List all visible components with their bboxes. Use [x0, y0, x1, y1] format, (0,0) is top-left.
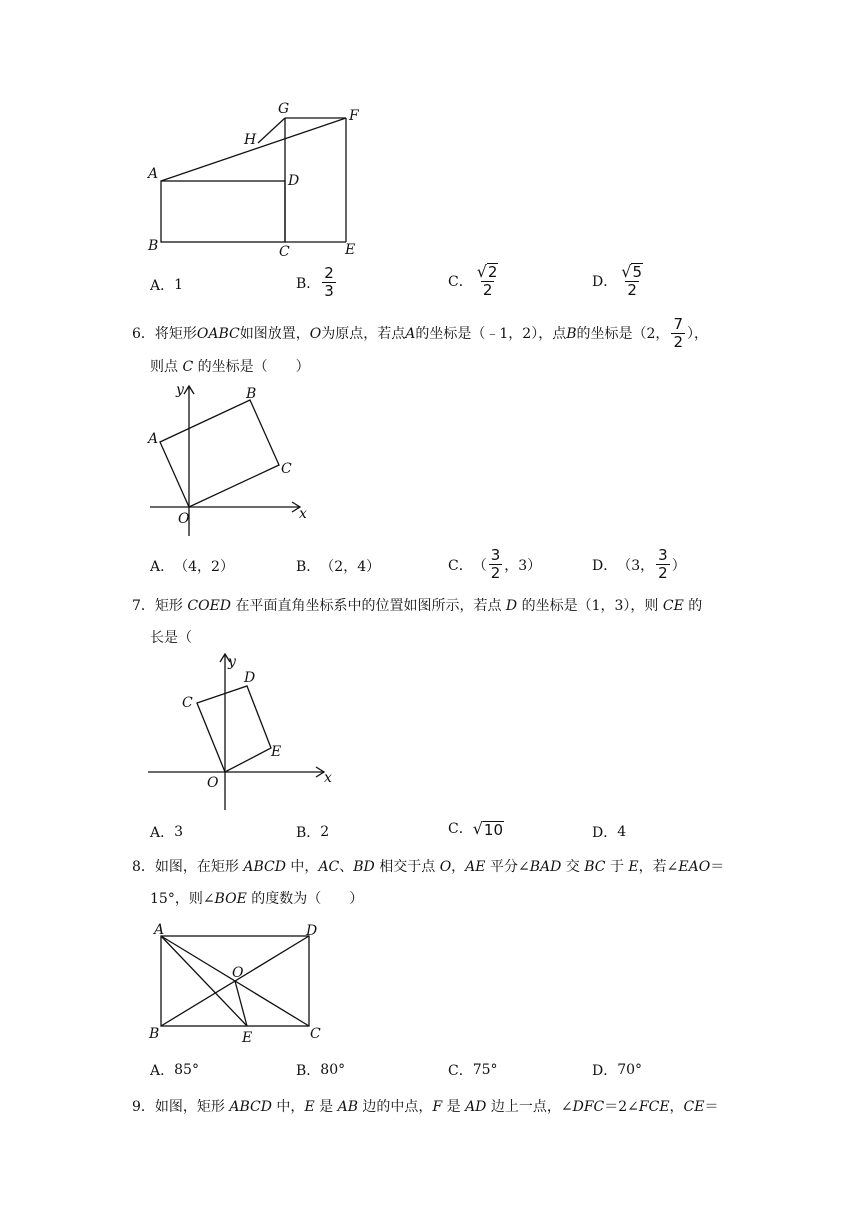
q7-label-y: y: [228, 654, 236, 670]
sqrt: √ 5: [621, 262, 642, 281]
q8-option-b[interactable]: B． 80°: [296, 1062, 346, 1079]
q7-figure: [140, 648, 340, 813]
q5-label-H: H: [244, 132, 257, 148]
q5-figure: [140, 98, 370, 263]
q6-label-C: C: [281, 461, 292, 477]
q8-label-A: A: [154, 922, 165, 938]
q8-figure: [140, 918, 340, 1048]
q7-stem-line2: 长是（: [150, 630, 192, 646]
q6-option-a[interactable]: A． （4，2）: [150, 559, 234, 575]
q7-label-D: D: [244, 670, 256, 686]
q5-label-C: C: [279, 244, 290, 260]
option-letter: B．: [296, 275, 321, 292]
q6-label-y: y: [176, 382, 184, 398]
q8-label-B: B: [149, 1026, 160, 1042]
q7-option-a[interactable]: A． 3: [150, 824, 184, 841]
sqrt: √ 10: [472, 818, 504, 839]
q6-stem-line2: 则点 C 的坐标是（ ）: [150, 359, 310, 375]
q9-stem-line1: 9．如图，矩形 ABCD 中，E 是 AB 边的中点，F 是 AD 边上一点，∠DFC＝2∠FCE，CE＝: [132, 1099, 719, 1115]
q6-label-O: O: [178, 511, 190, 527]
q6-stem-line1: 6． 将矩形 OABC 如图放置， O 为原点，若点 A 的坐标是（﹣1，2），点 B 的坐标是（2， $\frac{7}{2}$ ），: [132, 315, 708, 351]
q7-label-C: C: [182, 695, 193, 711]
q7-label-O: O: [207, 775, 219, 791]
q5-label-G: G: [278, 101, 290, 117]
q5-option-d[interactable]: [592, 263, 647, 299]
q6-label-B: B: [246, 386, 257, 402]
q5-option-a[interactable]: [150, 275, 183, 295]
fraction: $\frac{2}{3}$: [324, 264, 334, 300]
q8-label-D: D: [306, 923, 318, 939]
fraction: $\frac{7}{2}$: [673, 315, 683, 351]
fraction: √ 2 2: [476, 262, 498, 299]
q8-option-d[interactable]: D． 70°: [592, 1062, 643, 1079]
fraction: $\frac{3}{2}$: [490, 546, 501, 582]
q6-option-b[interactable]: B． （2，4）: [296, 559, 381, 575]
q6-label-A: A: [148, 431, 159, 447]
sqrt: √ 2: [476, 262, 498, 281]
q5-label-B: B: [148, 238, 159, 254]
q7-option-c[interactable]: C． √ 10: [448, 818, 504, 839]
q6-figure: [140, 376, 320, 542]
q8-label-C: C: [310, 1026, 321, 1042]
q7-option-b[interactable]: B． 2: [296, 824, 330, 841]
q8-option-a[interactable]: A． 85°: [150, 1062, 199, 1079]
q7-label-E: E: [271, 744, 282, 760]
q5-label-A: A: [148, 166, 159, 182]
q5-option-c[interactable]: [448, 263, 502, 299]
option-letter: A．: [150, 278, 175, 294]
q8-label-E: E: [242, 1030, 253, 1046]
q8-label-O: O: [232, 965, 244, 981]
fraction: √ 5 2: [621, 262, 642, 299]
q7-label-x: x: [324, 770, 332, 786]
option-letter: C．: [448, 274, 473, 290]
fraction: $\frac{3}{2}$: [658, 546, 668, 582]
q8-stem-line1: 8．如图，在矩形 ABCD 中，AC、BD 相交于点 O，AE 平分∠BAD 交 BC 于 E，若∠EAO＝: [132, 859, 725, 875]
q8-stem-line2: 15°，则∠BOE 的度数为（ ）: [150, 891, 364, 907]
q5-option-b[interactable]: [296, 265, 338, 300]
q7-stem-line1: 7．矩形 COED 在平面直角坐标系中的位置如图所示，若点 D 的坐标是（1，3），则 CE 的: [132, 598, 703, 614]
q5-label-E: E: [345, 242, 356, 258]
q5-label-D: D: [288, 173, 300, 189]
q8-option-c[interactable]: C． 75°: [448, 1062, 498, 1079]
option-letter: D．: [592, 274, 618, 290]
q6-label-x: x: [299, 506, 307, 522]
q5-label-F: F: [349, 108, 359, 124]
q7-option-d[interactable]: D． 4: [592, 824, 627, 841]
option-value: 1: [174, 277, 184, 293]
q6-option-d[interactable]: D． （3， $\frac{3}{2}$ ）: [592, 546, 686, 582]
q6-option-c[interactable]: C． （ $\frac{3}{2}$ ，3）: [448, 546, 542, 582]
